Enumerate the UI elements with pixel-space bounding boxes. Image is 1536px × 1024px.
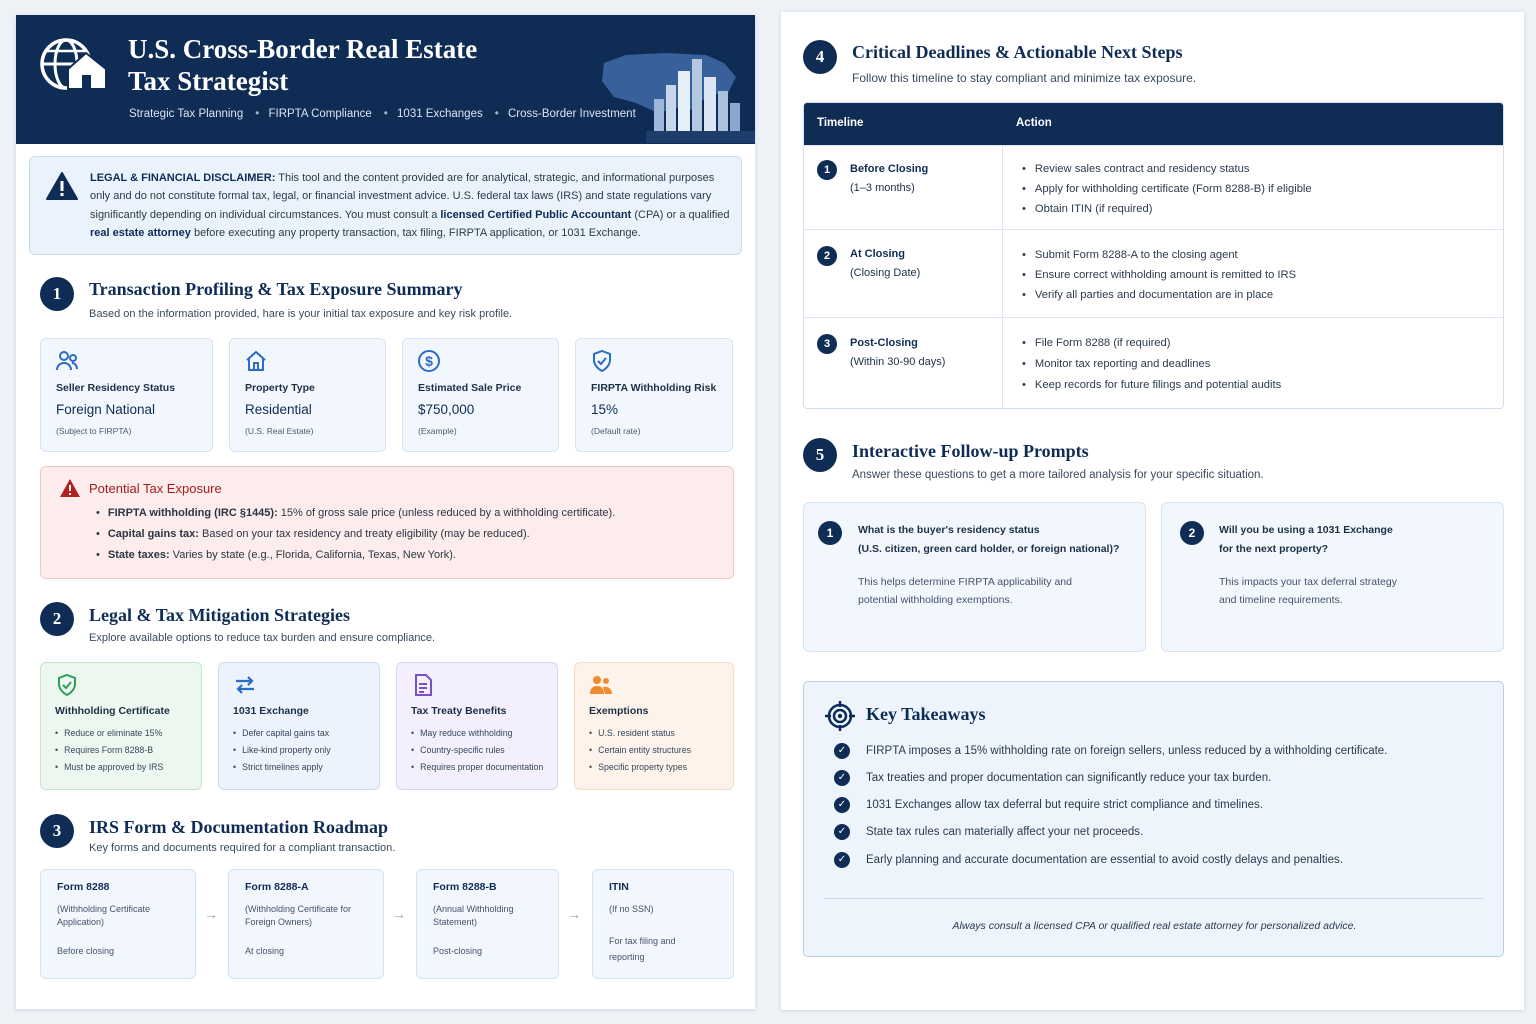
tax-exposure-box (40, 466, 734, 579)
card-note: (Default rate) (591, 426, 641, 436)
form-card (416, 869, 559, 979)
arrow-right-icon: → (392, 906, 406, 922)
prompt-description: This helps determine FIRPTA applicability and potential withholding exemptions. (858, 576, 1072, 606)
form-when: At closing (245, 946, 285, 956)
section-title: Critical Deadlines & Actionable Next Steps (852, 42, 1183, 62)
card-label: Seller Residency Status (56, 382, 176, 394)
timeline-cell: Before Closing (1–3 months) (850, 163, 929, 194)
form-title: Form 8288 (57, 881, 110, 893)
section-number: 5 (803, 438, 837, 472)
step-number: 3 (817, 334, 837, 354)
list-item: • FIRPTA withholding (IRC §1445): 15% of gross sale price (unless reduced by a withholding certificate). (96, 503, 615, 524)
timeline-cell: Post-Closing (Within 30-90 days) (850, 337, 946, 368)
section-number: 4 (803, 40, 837, 74)
prompt-question: Will you be using a 1031 Exchange for the next property? (1219, 524, 1393, 555)
form-when: Post-closing (433, 946, 483, 956)
check-icon: ✓ (834, 824, 850, 840)
form-card (592, 869, 734, 979)
list-item: • Obtain ITIN (if required) (1022, 199, 1312, 219)
list-item: • Defer capital gains tax (233, 725, 331, 742)
form-desc: (Withholding Certificate for Foreign Owners) (245, 904, 352, 927)
list-item: • Ensure correct withholding amount is remitted to IRS (1022, 265, 1296, 285)
timeline-cell: At Closing (Closing Date) (850, 248, 921, 279)
list-item: • Like-kind property only (233, 742, 331, 759)
prompt-number: 2 (1180, 521, 1204, 545)
alert-triangle-icon (59, 478, 81, 498)
title-line-2: Tax Strategist (128, 66, 289, 96)
target-icon (824, 700, 856, 732)
prompt-number: 1 (818, 521, 842, 545)
form-desc: (If no SSN) (609, 904, 654, 914)
form-card (40, 869, 196, 979)
deadlines-table (803, 102, 1504, 409)
users-icon (55, 349, 79, 373)
form-desc: (Annual Withholding Statement) (433, 904, 514, 927)
card-label: Estimated Sale Price (418, 382, 522, 394)
right-panel (781, 12, 1524, 1010)
us-map-skyline-illustration (596, 33, 755, 143)
card-value: $750,000 (418, 402, 475, 417)
list-item: • May reduce withholding (411, 725, 543, 742)
section-number: 3 (40, 814, 74, 848)
takeaways-footer: Always consult a licensed CPA or qualified real estate attorney for personalized advice. (952, 920, 1357, 932)
shield-icon (590, 349, 614, 373)
list-item: • Reduce or eliminate 15% (55, 725, 163, 742)
disclaimer-text: LEGAL & FINANCIAL DISCLAIMER: This tool and the content provided are for analytical, strategic, and informational purposes only and do not constitute formal tax, legal, or financial investment advice. U.S. federal tax laws (IRS) and state regulations vary significantly depending on individual circumstances. You must consult a licensed Certified Public Accountant (CPA) or a qualified real estate attorney before executing any property transaction, tax filing, FIRPTA application, or 1031 Exchange. (90, 172, 730, 240)
arrow-right-icon: → (204, 906, 218, 922)
prompt-description: This impacts your tax deferral strategy and timeline requirements. (1219, 576, 1397, 606)
column-header: Action (1016, 117, 1052, 129)
list-item: • Country-specific rules (411, 742, 543, 759)
takeaway-item: ✓ 1031 Exchanges allow tax deferral but require strict compliance and timelines. (834, 797, 1263, 813)
column-header: Timeline (817, 117, 864, 129)
tag: FIRPTA Compliance (268, 108, 372, 120)
table-row (804, 229, 1504, 317)
form-desc: (Withholding Certificate Application) (57, 904, 151, 927)
form-title: Form 8288-B (433, 881, 497, 893)
prompt-question: What is the buyer's residency status (U.S. citizen, green card holder, or foreign national)? (858, 524, 1120, 555)
app-header (16, 15, 755, 144)
arrow-right-icon: → (567, 906, 581, 922)
list-item: • Certain entity structures (589, 742, 691, 759)
list-item: • Must be approved by IRS (55, 759, 163, 776)
shield-check-icon (55, 673, 79, 697)
list-item: • Requires Form 8288-B (55, 742, 163, 759)
followup-prompt-card[interactable] (803, 502, 1146, 652)
strategy-title: Withholding Certificate (55, 705, 170, 717)
check-icon: ✓ (834, 770, 850, 786)
takeaway-item: ✓ State tax rules can materially affect your net proceeds. (834, 824, 1143, 840)
list-item: • State taxes: Varies by state (e.g., Florida, California, Texas, New York). (96, 545, 615, 566)
section-subtitle: Follow this timeline to stay compliant and minimize tax exposure. (852, 71, 1197, 85)
tag: 1031 Exchanges (397, 108, 483, 120)
card-value: 15% (591, 402, 619, 417)
form-title: ITIN (609, 881, 629, 893)
list-item: • U.S. resident status (589, 725, 691, 742)
list-item: • Capital gains tax: Based on your tax residency and treaty eligibility (may be reduced). (96, 524, 615, 545)
takeaway-item: ✓ FIRPTA imposes a 15% withholding rate on foreign sellers, unless reduced by a withholding certificate. (834, 743, 1387, 759)
list-item: • Review sales contract and residency status (1022, 159, 1312, 179)
strategy-card (218, 662, 380, 790)
section-title: Legal & Tax Mitigation Strategies (89, 605, 350, 625)
takeaways-title: Key Takeaways (866, 704, 986, 724)
table-row (804, 317, 1504, 409)
left-panel (16, 15, 755, 1009)
form-when: Before closing (57, 946, 115, 956)
list-item: • Strict timelines apply (233, 759, 331, 776)
strategy-card (574, 662, 734, 790)
section-subtitle: Based on the information provided, hare is your initial tax exposure and key risk profile. (89, 308, 513, 320)
step-number: 1 (817, 160, 837, 180)
document-icon (411, 673, 435, 697)
section-subtitle: Answer these questions to get a more tailored analysis for your specific situation. (852, 469, 1264, 481)
list-item: • Submit Form 8288-A to the closing agent (1022, 245, 1296, 265)
takeaway-item: ✓ Tax treaties and proper documentation can significantly reduce your tax burden. (834, 770, 1271, 786)
table-row (804, 145, 1504, 229)
section-number: 1 (40, 277, 74, 311)
section-subtitle: Key forms and documents required for a compliant transaction. (89, 842, 396, 854)
svg-text:$: $ (425, 353, 433, 369)
globe-house-icon (38, 35, 110, 95)
exposure-title: Potential Tax Exposure (89, 481, 222, 496)
list-item: • Requires proper documentation (411, 759, 543, 776)
section-title: Interactive Follow-up Prompts (852, 441, 1089, 461)
section-title: IRS Form & Documentation Roadmap (89, 817, 388, 837)
section-number: 2 (40, 602, 74, 636)
section-subtitle: Explore available options to reduce tax burden and ensure compliance. (89, 632, 436, 644)
card-value: Foreign National (56, 402, 156, 417)
header-tags: Strategic Tax Planning • FIRPTA Compliance • 1031 Exchanges • Cross-Border Investment (129, 108, 636, 120)
check-icon: ✓ (834, 852, 850, 868)
title-line-1: U.S. Cross-Border Real Estate (128, 34, 478, 64)
action-list (1022, 159, 1312, 219)
strategy-title: Exemptions (589, 705, 649, 717)
list-item: • File Form 8288 (if required) (1022, 333, 1281, 354)
legal-disclaimer (29, 156, 742, 255)
exposure-list (96, 503, 615, 566)
list-item: • Keep records for future filings and potential audits (1022, 375, 1281, 396)
card-note: (Subject to FIRPTA) (56, 426, 132, 436)
profile-card (40, 338, 213, 452)
card-note: (Example) (418, 426, 457, 436)
key-takeaways-box (803, 681, 1504, 957)
strategy-title: Tax Treaty Benefits (411, 705, 507, 717)
strategy-card (396, 662, 558, 790)
check-icon: ✓ (834, 743, 850, 759)
profile-card (575, 338, 733, 452)
page-title (128, 33, 548, 97)
strategy-card (40, 662, 202, 790)
list-item: • Monitor tax reporting and deadlines (1022, 354, 1281, 375)
section-title: Transaction Profiling & Tax Exposure Summary (89, 279, 463, 299)
dollar-icon (417, 349, 441, 373)
list-item: • Specific property types (589, 759, 691, 776)
action-list (1022, 333, 1281, 396)
card-note: (U.S. Real Estate) (245, 426, 314, 436)
profile-card (402, 338, 559, 452)
check-icon: ✓ (834, 797, 850, 813)
profile-card (229, 338, 386, 452)
card-value: Residential (245, 402, 312, 417)
followup-prompt-card[interactable] (1161, 502, 1504, 652)
form-when: For tax filing and reporting (609, 936, 676, 962)
tag: Strategic Tax Planning (129, 108, 244, 120)
tag: Cross-Border Investment (507, 108, 636, 120)
exchange-arrows-icon (233, 673, 257, 697)
list-item: • Apply for withholding certificate (Form 8288-B) if eligible (1022, 179, 1312, 199)
people-icon (589, 673, 613, 697)
table-header (804, 103, 1504, 145)
list-item: • Verify all parties and documentation are in place (1022, 285, 1296, 305)
takeaway-item: ✓ Early planning and accurate documentation are essential to avoid costly delays and penalties. (834, 852, 1343, 868)
form-title: Form 8288-A (245, 881, 309, 893)
step-number: 2 (817, 246, 837, 266)
card-label: FIRPTA Withholding Risk (591, 382, 717, 394)
card-label: Property Type (245, 382, 315, 394)
strategy-title: 1031 Exchange (233, 705, 309, 717)
warning-icon (46, 171, 78, 201)
home-icon (244, 349, 268, 373)
form-card (228, 869, 384, 979)
action-list (1022, 245, 1296, 305)
